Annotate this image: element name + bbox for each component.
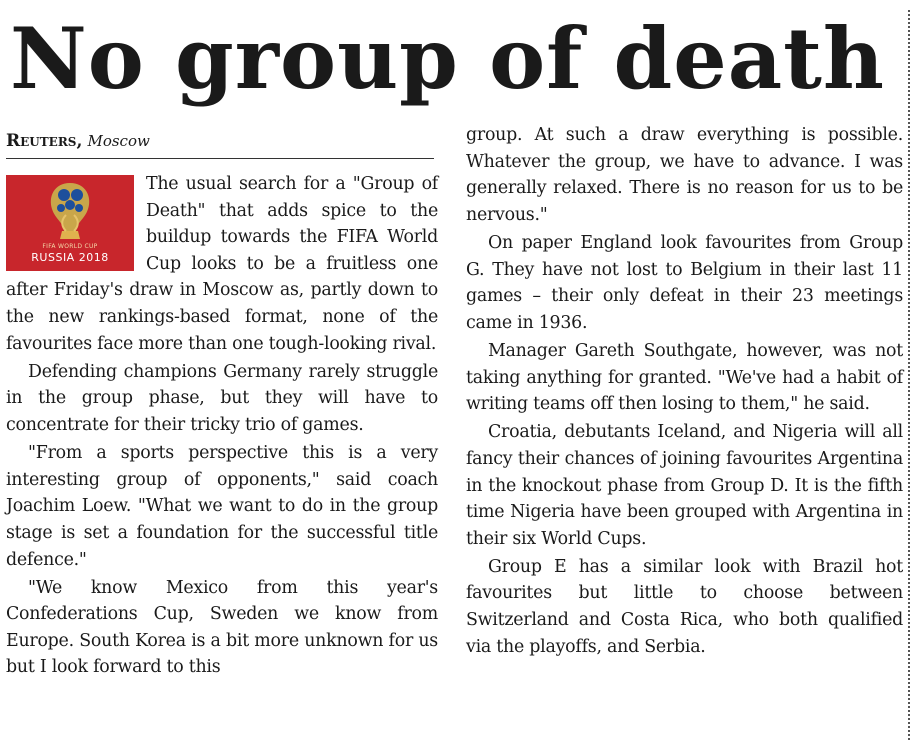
paragraph-1-text: The usual search for a "Group of Death" that adds spice to the buildup towards the FIFA World Cup looks to be a fruitless one after Friday's draw in Moscow as, partly down to the new rankings-based format, none of the favourites face more than one tough-looking rival. xyxy=(6,174,438,354)
paragraph-6: Manager Gareth Southgate, however, was not taking anything for granted. "We've had a habit of writing teams off then losing to them," he said. xyxy=(466,340,903,415)
paragraph-7: Croatia, debutants Iceland, and Nigeria will all fancy their chances of joining favourites Argentina in the knockout phase from Group D. It is the fifth time Nigeria have been grouped with Argentina in their six World Cups. xyxy=(466,422,903,549)
world-cup-logo xyxy=(6,175,134,271)
paragraph-4-continued: group. At such a draw everything is possible. Whatever the group, we have to advance. I was generally relaxed. There is no reason for us to be nervous." xyxy=(466,125,903,225)
byline-location: Moscow xyxy=(87,132,150,150)
logo-caption-large: RUSSIA 2018 xyxy=(31,251,109,264)
byline-rule xyxy=(6,158,434,159)
column-left xyxy=(6,171,438,683)
paragraph-8: Group E has a similar look with Brazil hot favourites but little to choose between Switzerland and Costa Rica, who both qualified via the playoffs, and Serbia. xyxy=(466,556,903,657)
logo-caption-small: FIFA WORLD CUP xyxy=(42,243,98,250)
column-divider xyxy=(908,10,910,740)
paragraph-4: "We know Mexico from this year's Confederations Cup, Sweden we know from Europe. South Korea is a bit more unknown for us but I look forward to this xyxy=(6,577,438,678)
column-right xyxy=(466,122,903,662)
paragraph-2: Defending champions Germany rarely struggle in the group phase, but they will have to concentrate for their tricky trio of games. xyxy=(6,361,438,435)
byline xyxy=(6,130,434,152)
paragraph-5: On paper England look favourites from Group G. They have not lost to Belgium in their last 11 games – their only defeat in their 23 meetings came in 1936. xyxy=(466,232,903,333)
paragraph-1 xyxy=(6,171,438,357)
paragraph-3: "From a sports perspective this is a very interesting group of opponents," said coach Joachim Loew. "What we want to do in the group stage is set a foundation for the successful title defence." xyxy=(6,443,438,570)
byline-agency: Reuters, xyxy=(6,131,83,151)
headline: No group of death xyxy=(10,9,886,108)
